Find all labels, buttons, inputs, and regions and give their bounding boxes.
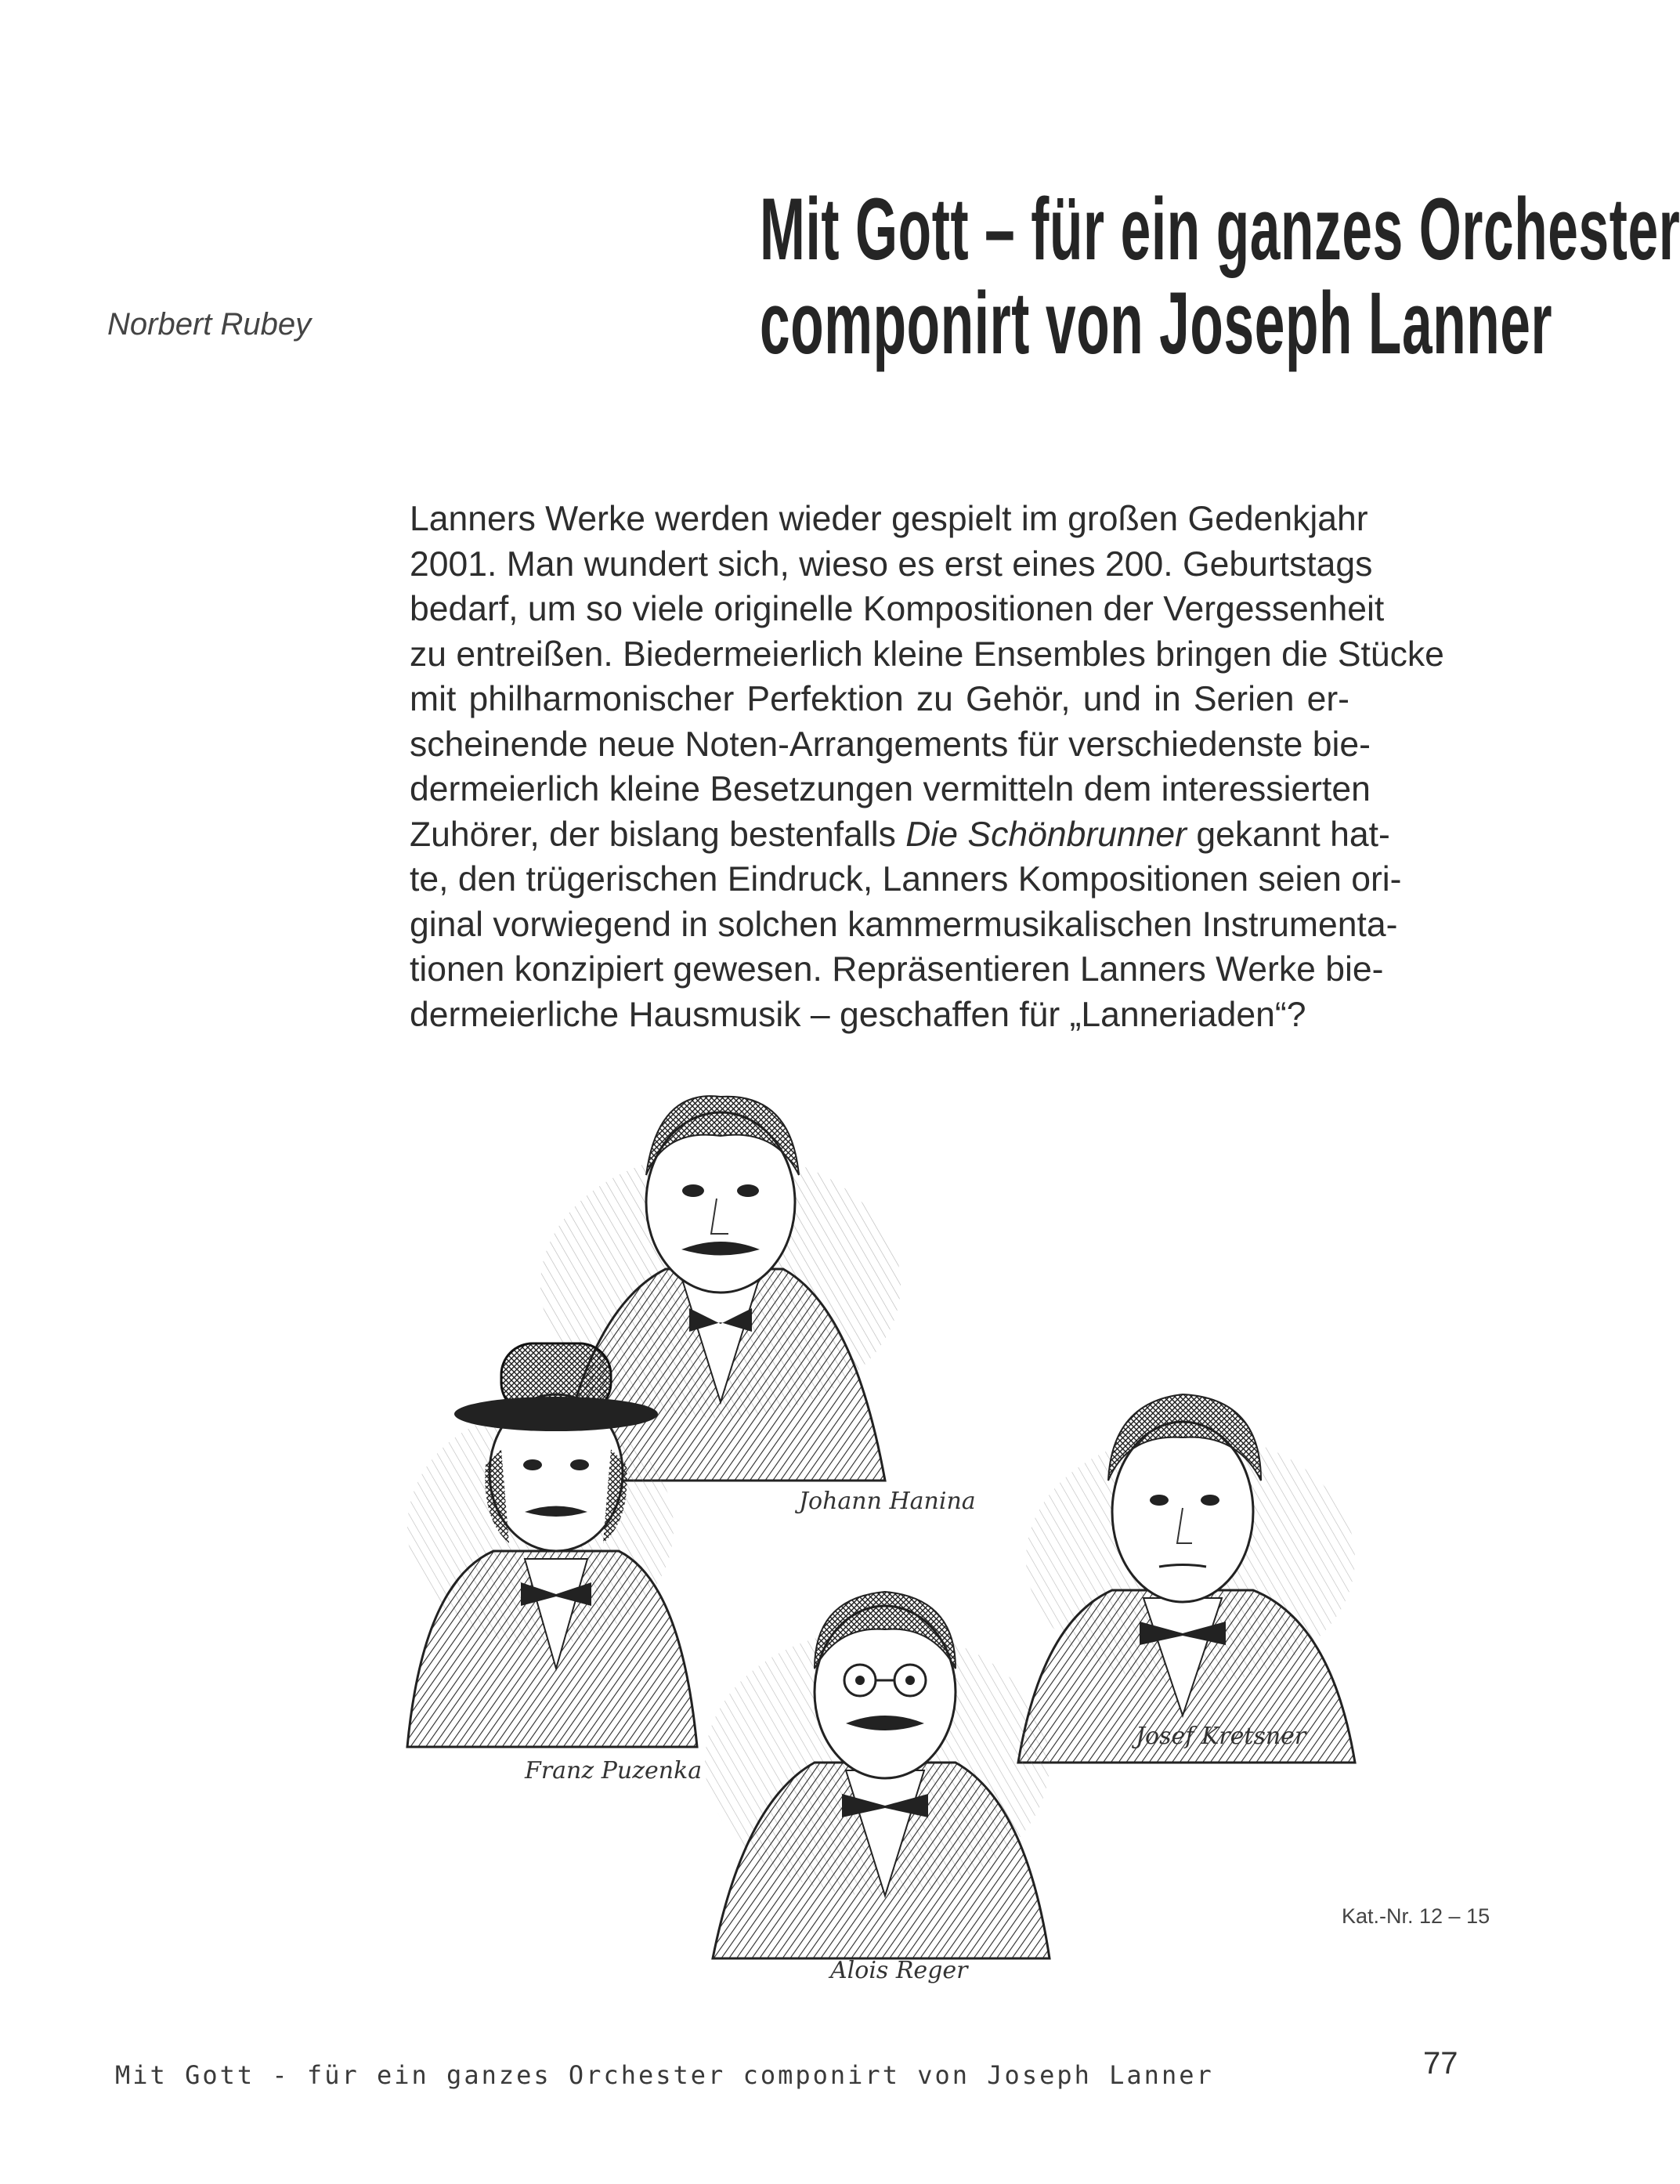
work-title-italic: Die Schönbrunner [905, 815, 1187, 854]
author-name: Norbert Rubey [107, 307, 312, 342]
page-title [760, 180, 1680, 373]
body-text-segment: Zuhörer, der bislang bestenfalls [410, 815, 896, 854]
portrait-engraving [407, 1073, 1363, 1982]
body-line: mit philharmonischer Perfektion zu Gehör, und in Serien er- [410, 680, 1349, 718]
body-line: te, den trügerischen Eindruck, Lanners Kompositionen seien ori- [410, 860, 1402, 899]
body-line: scheinende neue Noten-Arrangements für verschiedenste bie- [410, 725, 1371, 764]
portrait-bottom [705, 1592, 1050, 1958]
signature: Johann Hanina [799, 1488, 976, 1515]
signature: Alois Reger [830, 1957, 968, 1984]
body-line: ginal vorwiegend in solchen kammermusikalischen Instrumenta- [410, 905, 1398, 944]
body-line-with-title [410, 812, 1390, 858]
body-line: tionen konzipiert gewesen. Repräsentieren Lanners Werke bie- [410, 950, 1384, 989]
title-line-2: componirt von Joseph Lanner [760, 274, 1553, 373]
body-line: dermeierlich kleine Besetzungen vermitteln dem interessierten [410, 770, 1371, 808]
running-footer: Mit Gott - für ein ganzes Orchester componirt von Joseph Lanner [115, 2060, 1214, 2090]
body-line: 2001. Man wundert sich, wieso es erst eines 200. Geburtstags [410, 544, 1373, 584]
body-line: bedarf, um so viele originelle Kompositionen der Vergessenheit [410, 590, 1385, 628]
body-text-segment: gekannt hat- [1196, 815, 1390, 854]
title-line-1: Mit Gott – für ein ganzes Orchester [760, 180, 1680, 279]
signature: Franz Puzenka [525, 1757, 703, 1784]
page-number: 77 [1423, 2046, 1458, 2081]
portrait-right [1018, 1394, 1355, 1763]
body-line: zu entreißen. Biedermeierlich kleine Ensembles bringen die Stücke [410, 635, 1444, 674]
body-paragraph [410, 497, 1444, 1037]
body-line: dermeierliche Hausmusik – geschaffen für „Lanneriaden“? [410, 995, 1306, 1034]
body-line: Lanners Werke werden wieder gespielt im großen Gedenkjahr [410, 500, 1368, 538]
signature: Josef Kretsner [1136, 1723, 1306, 1750]
catalogue-caption: Kat.-Nr. 12 – 15 [1342, 1904, 1490, 1928]
